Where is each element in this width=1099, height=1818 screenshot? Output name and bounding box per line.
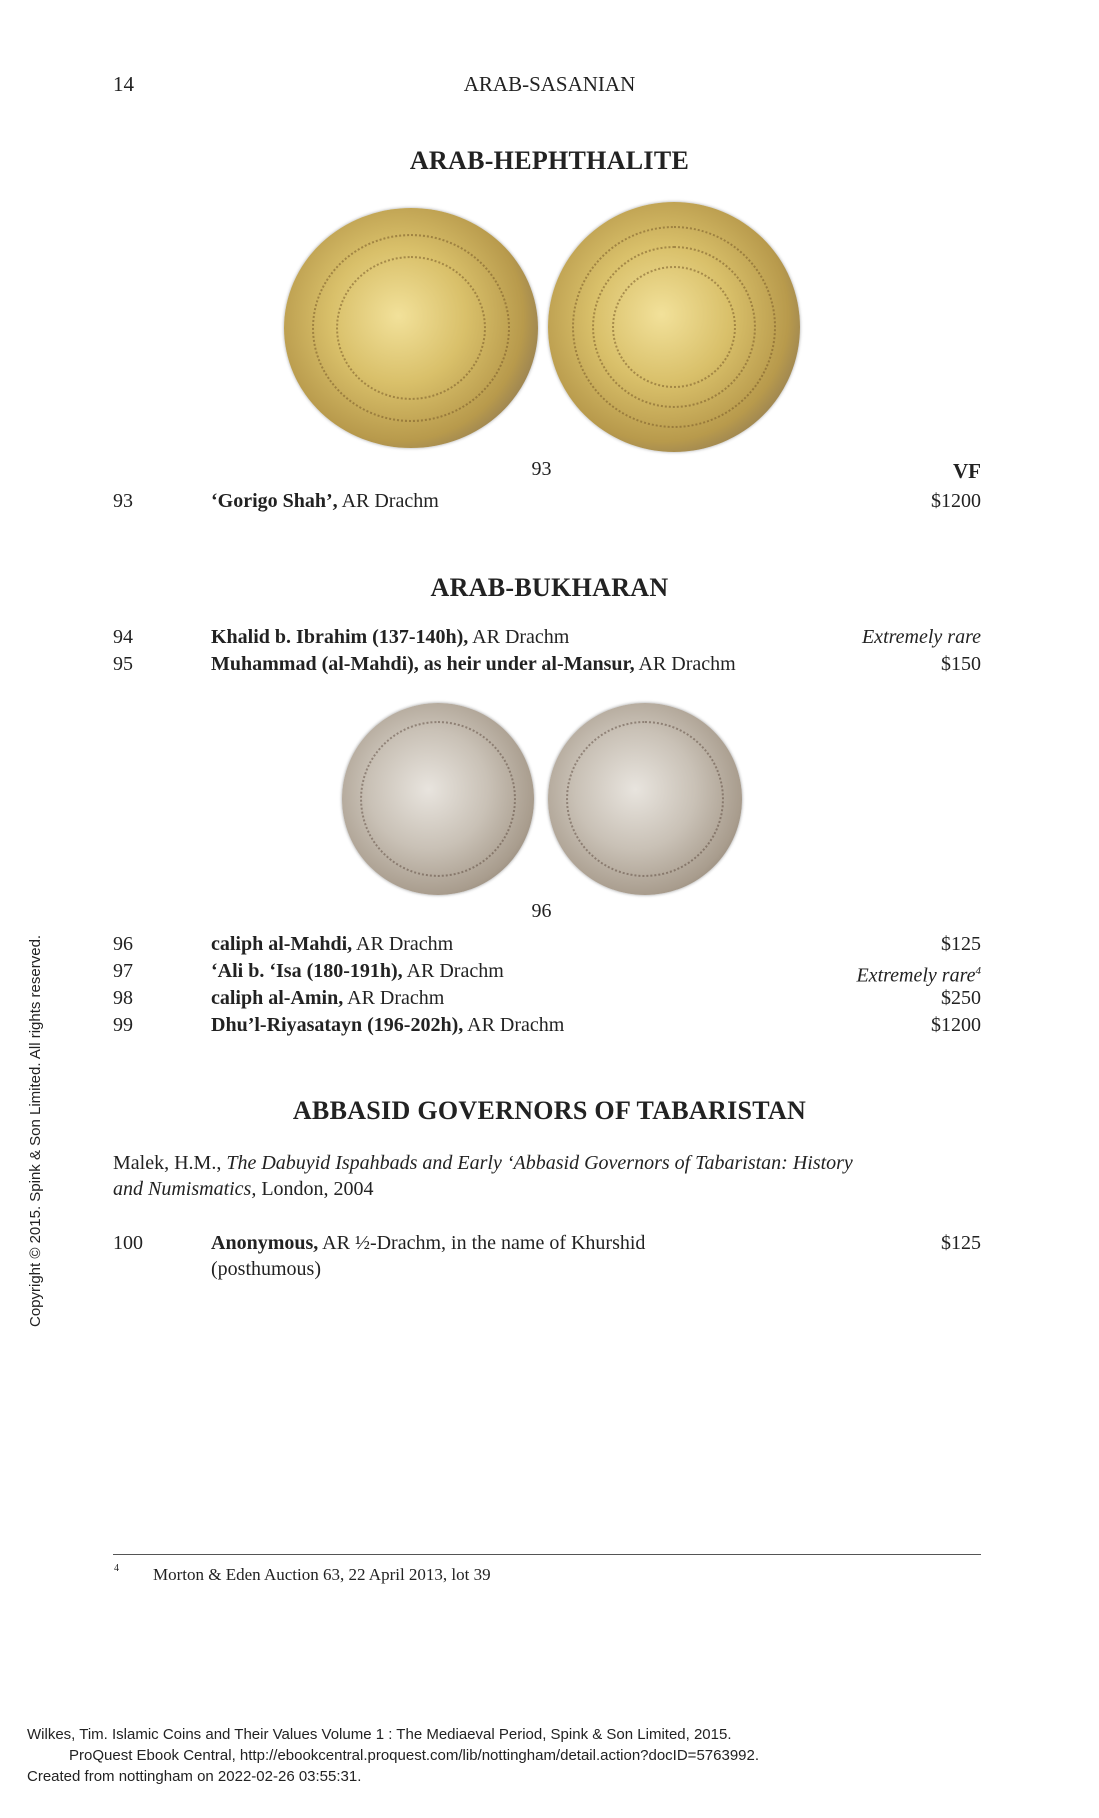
catalog-row [113,1012,981,1038]
ruler-name: Khalid b. Ibrahim (137-140h), [211,626,469,648]
reference-title-cont: and Numismatics, [113,1178,257,1200]
catalog-number: 97 [113,960,133,982]
footnote-divider [113,1554,981,1555]
bibliographic-reference [113,1150,993,1202]
section-title-arab-hephthalite: ARAB-HEPHTHALITE [409,146,690,175]
citation-line-3: Created from nottingham on 2022-02-26 03:55:31. [27,1768,362,1785]
page-number: 14 [113,72,134,96]
coin-description: AR Drachm [468,626,570,648]
section-title-abbasid-governors: ABBASID GOVERNORS OF TABARISTAN [292,1096,807,1125]
ruler-name: Dhu’l-Riyasatayn (196-202h), [211,1014,464,1036]
catalog-number: 96 [113,933,133,955]
coin-price: $1200 [931,1014,981,1036]
coin-obverse-image [284,208,538,448]
coin-reverse-image [548,202,800,452]
catalog-row [113,651,981,677]
figure-caption: 96 [531,900,552,922]
coin-price: $150 [941,653,981,675]
ruler-name: ‘Ali b. ‘Isa (180-191h), [211,960,403,982]
coin-description: AR Drachm [634,653,736,675]
citation-line-1: Wilkes, Tim. Islamic Coins and Their Values Volume 1 : The Mediaeval Period, Spink & Son Limited, 2015. [27,1726,732,1743]
catalog-number: 94 [113,626,133,648]
coin-description: AR Drachm [352,933,454,955]
catalog-number: 98 [113,987,133,1009]
catalog-number: 95 [113,653,133,675]
catalog-row [113,931,981,957]
coin-description-cont: (posthumous) [211,1258,321,1280]
coin-price: $125 [941,1232,981,1254]
ruler-name: ‘Gorigo Shah’, [211,490,338,512]
running-title: ARAB-SASANIAN [463,72,636,96]
coin-price: Extremely rare [861,626,981,648]
catalog-row [113,1230,981,1286]
coin-description: AR ½-Drachm, in the name of Khurshid [318,1232,646,1254]
coin-description: AR Drachm [463,1014,565,1036]
catalog-number: 99 [113,1014,133,1036]
coin-price: Extremely rare [856,964,976,987]
coin-obverse-image [342,703,534,895]
coin-description: AR Drachm [337,490,439,512]
catalog-row [113,958,981,987]
ruler-name: caliph al-Mahdi, [211,933,353,955]
citation-line-2: ProQuest Ebook Central, http://ebookcentral.proquest.com/lib/nottingham/detail.action?docID=5763992. [69,1747,760,1764]
section-title-arab-bukharan: ARAB-BUKHARAN [430,573,669,602]
catalog-number: 93 [113,490,133,512]
coin-description: AR Drachm [402,960,504,982]
ruler-name: Anonymous, [211,1232,319,1254]
coin-price: $1200 [931,490,981,512]
figure-caption: 93 [531,458,552,480]
copyright-notice: Copyright © 2015. Spink & Son Limited. All rights reserved. [27,934,44,1327]
catalog-row [113,985,981,1011]
ruler-name: Muhammad (al-Mahdi), as heir under al-Mansur, [211,653,635,675]
grade-heading: VF [953,459,981,483]
reference-title: The Dabuyid Ispahbads and Early ‘Abbasid Governors of Tabaristan: History [226,1152,853,1174]
coin-price: $250 [941,987,981,1009]
coin-reverse-image [548,703,742,895]
reference-author: Malek, H.M., [113,1152,227,1174]
catalog-number: 100 [113,1232,143,1254]
catalog-row [113,624,981,650]
footnote-marker: 4 [114,1563,119,1574]
footnote-text: Morton & Eden Auction 63, 22 April 2013, lot 39 [153,1565,491,1584]
coin-price: $125 [941,933,981,955]
reference-publisher: London, 2004 [256,1178,374,1200]
coin-description: AR Drachm [343,987,445,1009]
footnote-reference: 4 [975,965,981,977]
catalog-row [113,488,981,514]
ruler-name: caliph al-Amin, [211,987,344,1009]
